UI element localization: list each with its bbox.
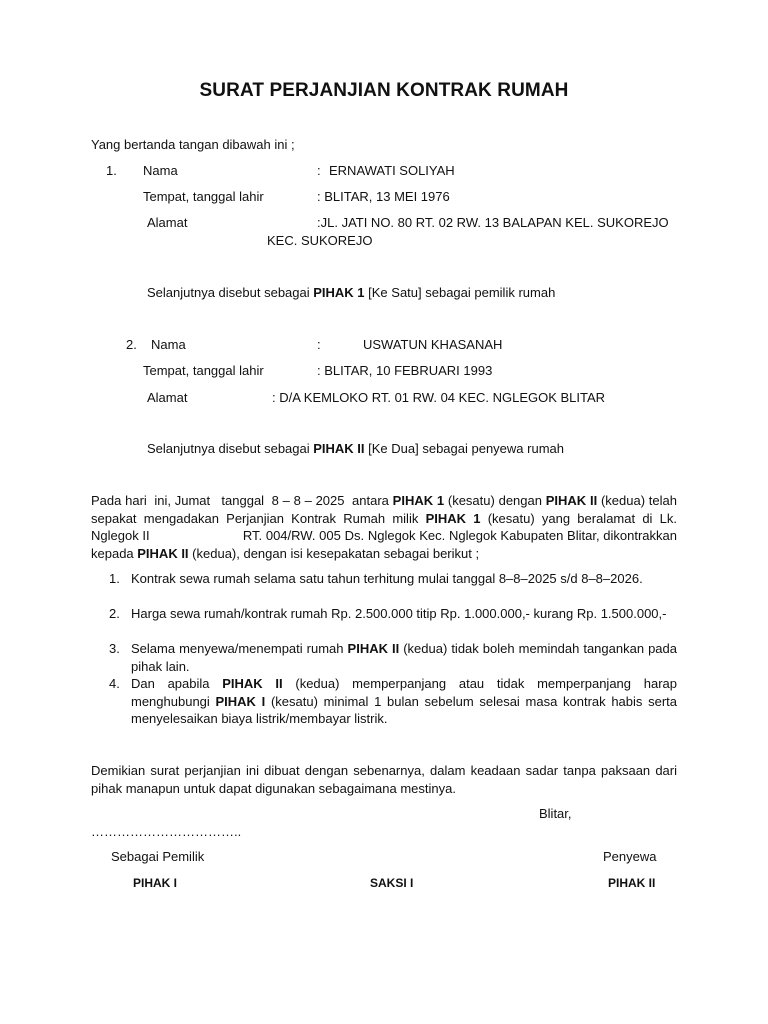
clause-text-bold: PIHAK II bbox=[222, 676, 283, 691]
agreement-text-4: (kesatu) yang beralamat di Lk. Nglegok II RT. 004/RW. 005 Ds. Nglegok Kec. Nglegok Kabupaten Blitar, dikontrakkan kepada bbox=[91, 510, 681, 561]
clause-text bbox=[131, 675, 677, 728]
agreement-text-1: Pada hari ini, Jumat tanggal 8 – 8 – 2025 antara bbox=[91, 493, 393, 508]
party2-name-value: USWATUN KHASANAH bbox=[363, 337, 503, 352]
party1-role-post: [Ke Satu] sebagai pemilik rumah bbox=[364, 285, 556, 300]
party1-address-label: Alamat bbox=[147, 215, 188, 230]
owner-caption: Sebagai Pemilik bbox=[111, 849, 205, 864]
clause-number: 2. bbox=[109, 606, 120, 621]
intro-text: Yang bertanda tangan dibawah ini ; bbox=[91, 137, 295, 152]
party2-address-value: : D/A KEMLOKO RT. 01 RW. 04 KEC. NGLEGOK BLITAR bbox=[272, 390, 606, 405]
agreement-paragraph bbox=[91, 492, 681, 562]
document-title: SURAT PERJANJIAN KONTRAK RUMAH bbox=[199, 80, 569, 101]
clause-number: 1. bbox=[109, 571, 120, 586]
party2-name-label: Nama bbox=[151, 337, 186, 352]
clause-text-bold-2: PIHAK I bbox=[215, 693, 266, 709]
agreement-text-5: (kedua), dengan isi kesepakatan sebagai berikut ; bbox=[188, 545, 480, 561]
party2-number: 2. bbox=[126, 337, 137, 352]
clause-text-post: (kedua) tidak boleh memindah tangankan pada pihak lain. bbox=[131, 641, 677, 674]
party2-birth-label: Tempat, tanggal lahir bbox=[143, 363, 264, 378]
agreement-bold-4: PIHAK II bbox=[137, 545, 189, 561]
party1-name-label: Nama bbox=[143, 163, 178, 178]
place-label: Blitar, bbox=[539, 806, 572, 821]
party1-address-value-line2: KEC. SUKOREJO bbox=[267, 233, 373, 248]
clause-text-bold: PIHAK II bbox=[347, 641, 400, 656]
signature-party1-label: PIHAK I bbox=[133, 876, 178, 890]
agreement-text-2: (kesatu) dengan bbox=[444, 493, 546, 508]
clause-text-mid: (kedua) memperpanjang atau tidak memperpanjang harap menghubungi bbox=[131, 676, 677, 709]
clause-text-post: (kesatu) minimal 1 bulan sebelum selesai masa kontrak habis serta menyelesaikan biaya listrik/membayar listrik. bbox=[131, 693, 677, 726]
renter-caption: Penyewa bbox=[603, 849, 657, 864]
clause-text-pre: Selama menyewa/menempati rumah bbox=[131, 641, 348, 656]
party2-birth-value: : BLITAR, 10 FEBRUARI 1993 bbox=[317, 363, 493, 378]
party1-birth-label: Tempat, tanggal lahir bbox=[143, 189, 264, 204]
clause-number: 3. bbox=[109, 641, 120, 656]
party2-role-bold: PIHAK II bbox=[313, 441, 365, 456]
party1-name-value: ERNAWATI SOLIYAH bbox=[329, 163, 455, 178]
party2-name-colon: : bbox=[317, 337, 321, 352]
party1-role-pre: Selanjutnya disebut sebagai bbox=[147, 285, 314, 300]
clause-number: 4. bbox=[109, 676, 120, 691]
party1-birth-value: : BLITAR, 13 MEI 1976 bbox=[317, 189, 450, 204]
party2-address-label: Alamat bbox=[147, 390, 188, 405]
party1-number: 1. bbox=[106, 163, 117, 178]
party1-name-colon: : bbox=[317, 163, 321, 178]
party2-role-post: [Ke Dua] sebagai penyewa rumah bbox=[364, 441, 564, 456]
clause-text-pre: Dan apabila bbox=[131, 676, 223, 691]
agreement-bold-2: PIHAK II bbox=[545, 493, 598, 508]
date-placeholder: …………………………….. bbox=[91, 824, 242, 839]
clause-text bbox=[131, 640, 677, 675]
clause-text: Kontrak sewa rumah selama satu tahun terhitung mulai tanggal 8–8–2025 s/d 8–8–2026. bbox=[131, 571, 643, 586]
signature-party2-label: PIHAK II bbox=[608, 876, 656, 890]
party1-role-bold: PIHAK 1 bbox=[313, 285, 365, 300]
party2-role-pre: Selanjutnya disebut sebagai bbox=[147, 441, 314, 456]
agreement-bold-1: PIHAK 1 bbox=[392, 493, 445, 508]
agreement-bold-3: PIHAK 1 bbox=[425, 510, 481, 526]
agreement-text-3: (kedua) telah sepakat mengadakan Perjanjian Kontrak Rumah milik bbox=[91, 493, 681, 526]
signature-witness-label: SAKSI I bbox=[370, 876, 414, 890]
clause-text: Harga sewa rumah/kontrak rumah Rp. 2.500.000 titip Rp. 1.000.000,- kurang Rp. 1.500.000,- bbox=[131, 606, 667, 621]
party2-role bbox=[147, 441, 564, 457]
closing-paragraph: Demikian surat perjanjian ini dibuat dengan sebenarnya, dalam keadaan sadar tanpa paksaan dari pihak manapun untuk dapat digunakan sebagaimana mestinya. bbox=[91, 763, 677, 796]
party1-role bbox=[147, 285, 555, 301]
party1-address-value: :JL. JATI NO. 80 RT. 02 RW. 13 BALAPAN KEL. SUKOREJO bbox=[317, 215, 669, 230]
